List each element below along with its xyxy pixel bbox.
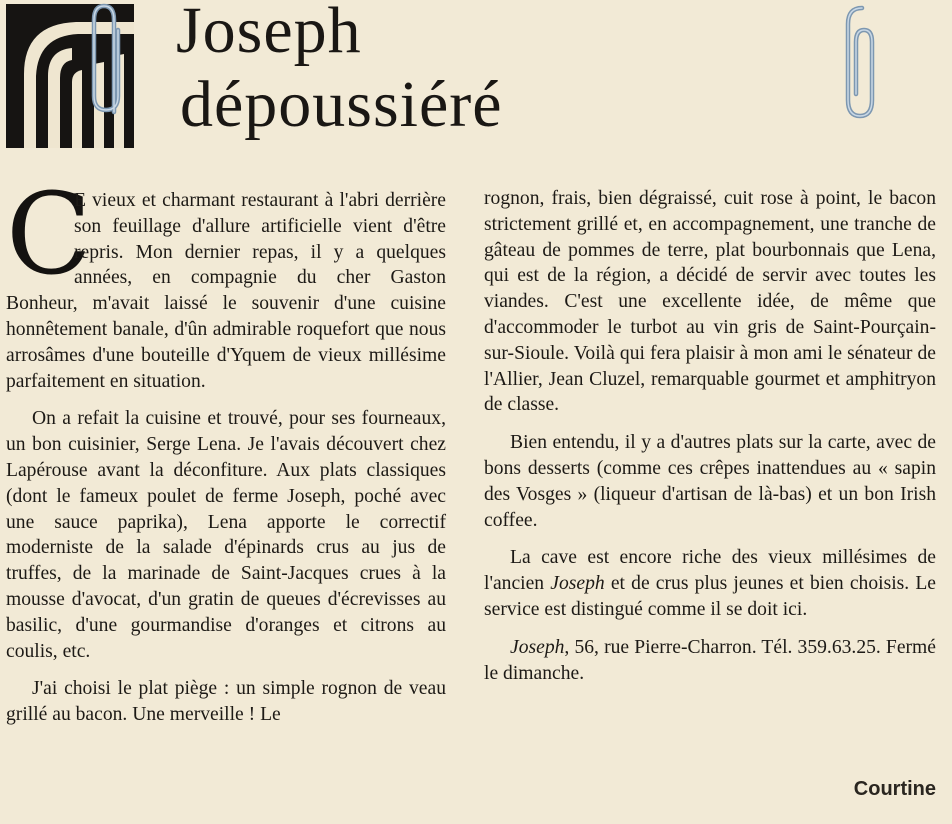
title-line-2: dépoussiéré <box>180 68 503 141</box>
address-line: Joseph, 56, rue Pierre-Charron. Tél. 359.63.25. Fermé le dimanche. <box>484 636 936 684</box>
drop-cap: C <box>6 170 92 300</box>
restaurant-name: Joseph <box>510 636 565 658</box>
paragraph <box>6 170 446 394</box>
author-byline: Courtine <box>853 778 936 800</box>
paragraph-text: E vieux et charmant restaurant à l'abri derrière son feuillage d'allure artificielle vient d'être repris. Mon dernier repas, il y a quelques années, en compagnie du cher Gaston Bonheur, m'avait laissé le souvenir d'une cuisine honnêtement banale, d'ûn admirable roquefort que nous arrosâmes d'une bouteille d'Yquem de vieux millésime parfaitement en situation. <box>6 190 446 392</box>
paragraph: rognon, frais, bien dégraissé, cuit rose à point, le bacon strictement grillé et, en accompagnement, une tranche de gâteau de pommes de terre, plat bourbonnais que Lena, qui est de la région, a décidé de servir avec toutes les viandes. C'est une excellente idée, de même que d'accommoder le turbot au vin gris de Saint-Pourçain-sur-Sioule. Voilà qui fera plaisir à mon ami le sénateur de l'Allier, Jean Cluzel, remarquable gourmet et amphitryon de classe. <box>484 188 936 416</box>
left-column <box>6 170 446 728</box>
paragraph: Bien entendu, il y a d'autres plats sur la carte, avec de bons desserts (comme ces crêpes inattendues au « sapin des Vosges » (liqueur d'artisan de là-bas) et un bon Irish coffee. <box>484 432 936 531</box>
paragraph: J'ai choisi le plat piège : un simple rognon de veau grillé au bacon. Une merveille ! Le <box>6 678 446 726</box>
article-title <box>176 0 503 142</box>
paperclip-icon <box>86 0 126 120</box>
paperclip-icon <box>838 2 878 124</box>
title-line-1: Joseph <box>176 0 362 67</box>
right-column <box>484 186 936 698</box>
restaurant-name: Joseph <box>550 573 605 595</box>
paragraph: La cave est encore riche des vieux millésimes de l'ancien Joseph et de crus plus jeunes et bien choisis. Le service est distingué comme il se doit ici. <box>484 547 936 620</box>
paragraph: On a refait la cuisine et trouvé, pour ses fourneaux, un bon cuisinier, Serge Lena. Je l'avais découvert chez Lapérouse avant la déconfiture. Aux plats classiques (dont le fameux poulet de ferme Joseph, poché avec une sauce paprika), Lena apporte le correctif moderniste de la salade d'épinards crus au jus de truffes, de la marinade de Saint-Jacques crues à la mousse d'avocat, d'un gratin de queues d'écrevisses au basilic, d'une gourmandise d'oranges et citrons au coulis, etc. <box>6 408 446 662</box>
